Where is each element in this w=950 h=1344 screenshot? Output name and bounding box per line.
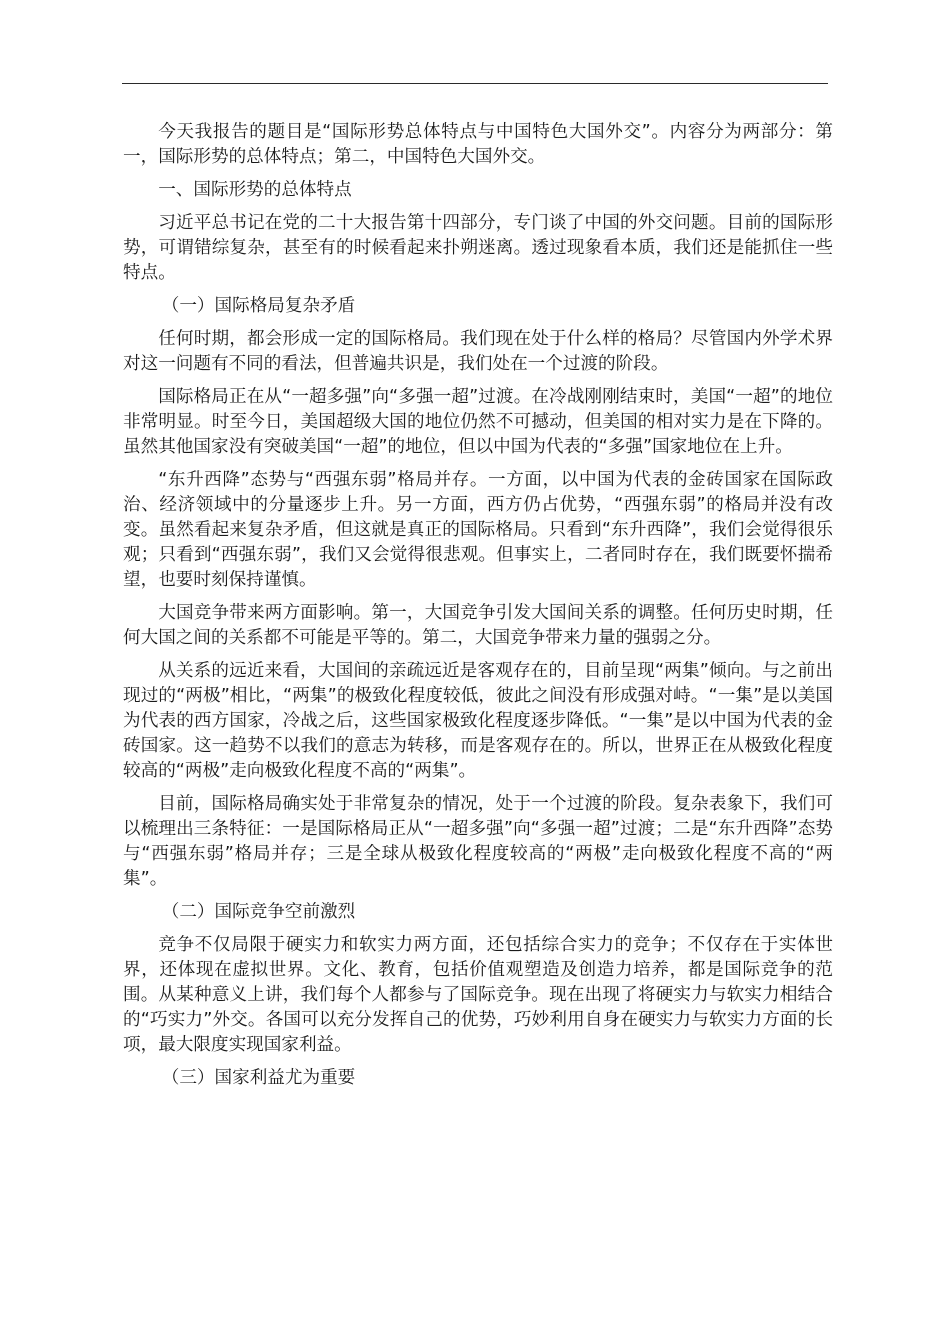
- document-body: [123, 120, 833, 1099]
- paragraph: 习近平总书记在党的二十大报告第十四部分，专门谈了中国的外交问题。目前的国际形势，可谓错综复杂，甚至有的时候看起来扑朔迷离。透过现象看本质，我们还是能抓住一些特点。: [123, 213, 833, 283]
- paragraph: 竞争不仅局限于硬实力和软实力两方面，还包括综合实力的竞争；不仅存在于实体世界，还体现在虚拟世界。文化、教育，包括价值观塑造及创造力培养，都是国际竞争的范围。从某种意义上讲，我们每个人都参与了国际竞争。现在出现了将硬实力与软实力相结合的“巧实力”外交。各国可以充分发挥自己的优势，巧妙利用自身在硬实力与软实力方面的长项，最大限度实现国家利益。: [123, 935, 833, 1055]
- paragraph: 大国竞争带来两方面影响。第一，大国竞争引发大国间关系的调整。任何历史时期，任何大国之间的关系都不可能是平等的。第二，大国竞争带来力量的强弱之分。: [123, 603, 833, 648]
- paragraph: “东升西降”态势与“西强东弱”格局并存。一方面，以中国为代表的金砖国家在国际政治、经济领域中的分量逐步上升。另一方面，西方仍占优势，“西强东弱”的格局并没有改变。虽然看起来复杂矛盾，但这就是真正的国际格局。只看到“东升西降”，我们会觉得很乐观；只看到“西强东弱”，我们又会觉得很悲观。但事实上，二者同时存在，我们既要怀揣希望，也要时刻保持谨慎。: [123, 470, 833, 590]
- paragraph-intro: 今天我报告的题目是“国际形势总体特点与中国特色大国外交”。内容分为两部分：第一，国际形势的总体特点；第二，中国特色大国外交。: [123, 122, 833, 167]
- subsection-heading-3: （三）国家利益尤为重要: [161, 1068, 356, 1088]
- header-rule: [122, 83, 828, 84]
- paragraph: 目前，国际格局确实处于非常复杂的情况，处于一个过渡的阶段。复杂表象下，我们可以梳理出三条特征：一是国际格局正从“一超多强”向“多强一超”过渡；二是“东升西降”态势与“西强东弱”格局并存；三是全球从极致化程度较高的“两极”走向极致化程度不高的“两集”。: [123, 794, 833, 889]
- section-heading-1: 一、国际形势的总体特点: [158, 180, 352, 200]
- paragraph: 任何时期，都会形成一定的国际格局。我们现在处于什么样的格局？尽管国内外学术界对这一问题有不同的看法，但普遍共识是，我们处在一个过渡的阶段。: [123, 329, 833, 374]
- subsection-heading-2: （二）国际竞争空前激烈: [161, 902, 356, 922]
- paragraph: 国际格局正在从“一超多强”向“多强一超”过渡。在冷战刚刚结束时，美国“一超”的地位非常明显。时至今日，美国超级大国的地位仍然不可撼动，但美国的相对实力是在下降的。虽然其他国家没有突破美国“一超”的地位，但以中国为代表的“多强”国家地位在上升。: [123, 387, 833, 457]
- subsection-heading-1: （一）国际格局复杂矛盾: [161, 296, 356, 316]
- paragraph: 从关系的远近来看，大国间的亲疏远近是客观存在的，目前呈现“两集”倾向。与之前出现过的“两极”相比，“两集”的极致化程度较低，彼此之间没有形成强对峙。“一集”是以美国为代表的西方国家，冷战之后，这些国家极致化程度逐步降低。“一集”是以中国为代表的金砖国家。这一趋势不以我们的意志为转移，而是客观存在的。所以，世界正在从极致化程度较高的“两极”走向极致化程度不高的“两集”。: [123, 661, 833, 781]
